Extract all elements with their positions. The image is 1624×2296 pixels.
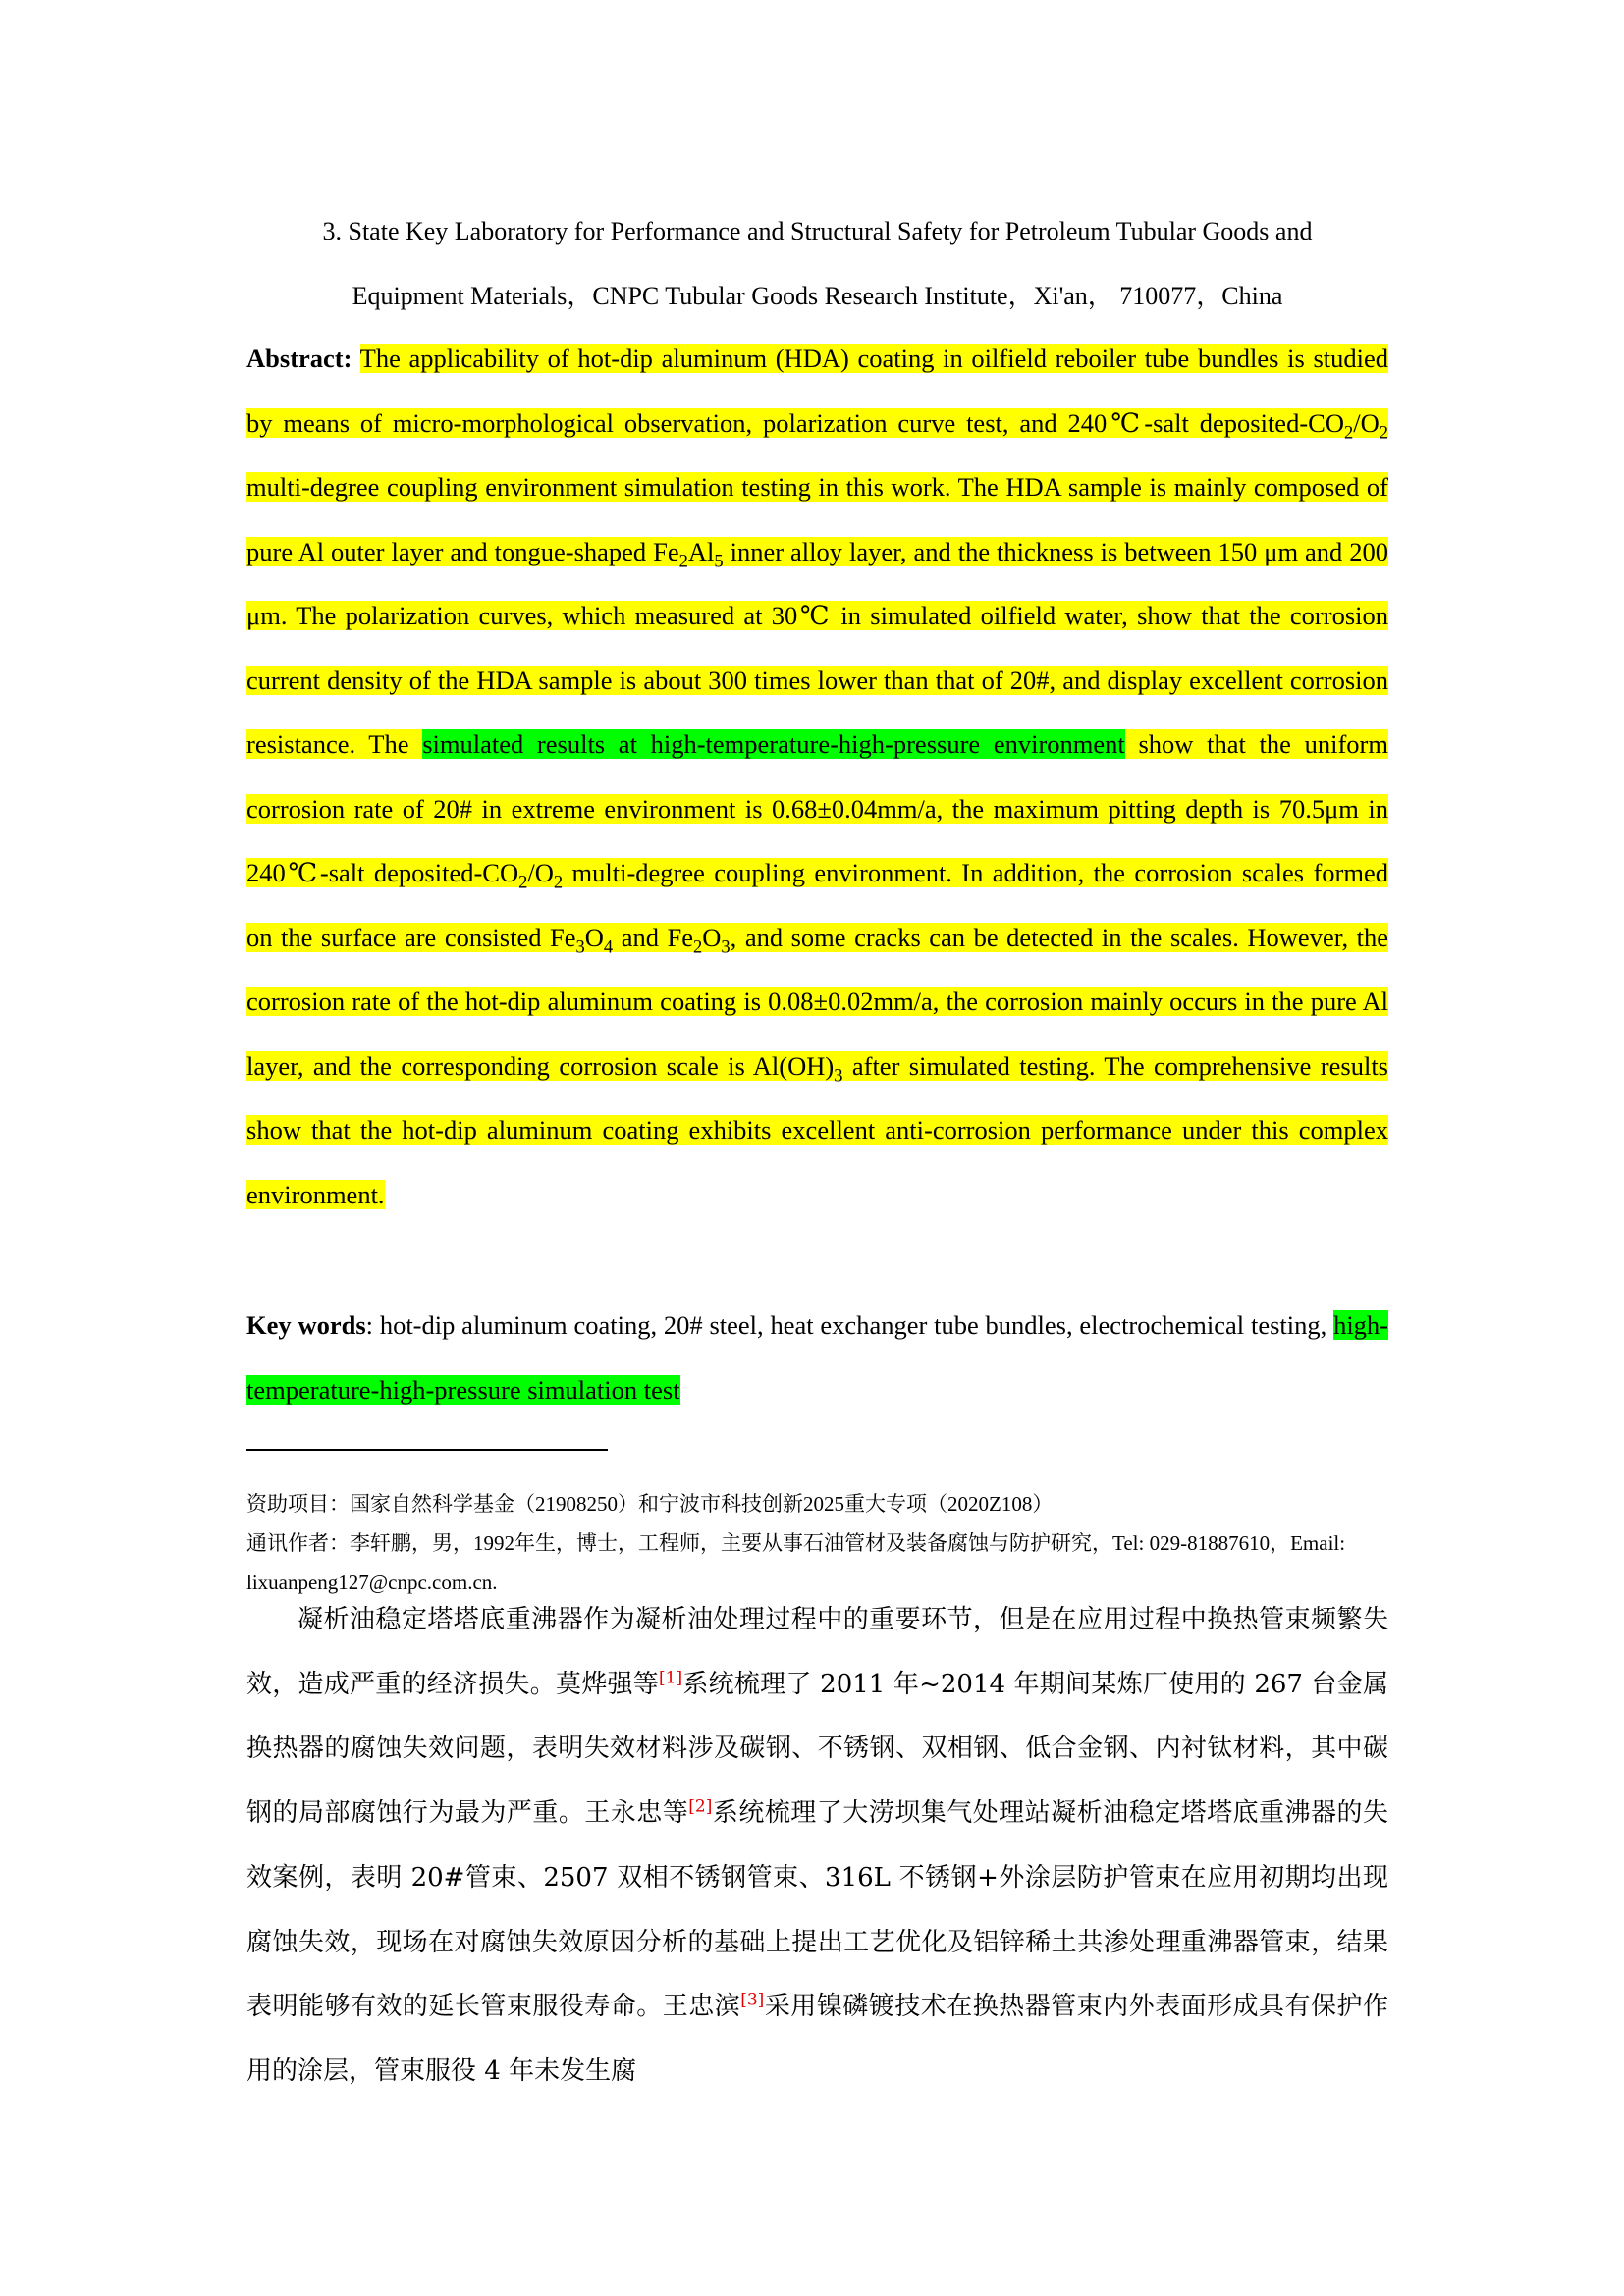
- abstract-text: inner alloy layer, and the thickness is between 150 μm and 200 μm. The polarization curves, which measured at 30℃ in simulated oilfield water, show that the corrosion current density of the HDA sample is about 300 times lower than that of 20#, and display excellent corrosion resistance. The: [246, 536, 1388, 759]
- subscript: 3: [721, 935, 731, 957]
- body-text-run: 系统梳理了大涝坝集气处理站凝析油稳定塔塔底重沸器的失效案例，表明 20#管束、2507 双相不锈钢管束、316L 不锈钢+外涂层防护管束在应用初期均出现腐蚀失效，现场在对腐蚀失效原因分析的基础上提出工艺优化及铝锌稀土共渗处理重沸器管束，结果表明能够有效的延长管束服役寿命。王忠滨: [246, 1798, 1388, 2022]
- subscript: 2: [1379, 421, 1388, 443]
- subscript: 2: [518, 872, 528, 893]
- keywords: [246, 1294, 1388, 1422]
- abstract-text: after simulated testing. The comprehensive results show that the hot-dip aluminum coating exhibits excellent anti-corrosion performance under this complex environment.: [246, 1050, 1388, 1209]
- abstract-text: /O: [527, 858, 554, 887]
- abstract-text: Al: [687, 536, 715, 566]
- keywords-label: Key words: [246, 1310, 366, 1340]
- affiliation: [246, 199, 1388, 329]
- body-text-run: 采用镍磷镀技术在换热器管束内外表面形成具有保护作用的涂层，管束服役 4 年未发生腐: [246, 1992, 1388, 2086]
- citation-ref-1[interactable]: [1]: [659, 1668, 683, 1688]
- subscript: 2: [693, 935, 703, 957]
- subscript: 2: [1343, 421, 1354, 443]
- subscript: 5: [714, 550, 724, 571]
- citation-ref-2[interactable]: [2]: [688, 1796, 713, 1817]
- subscript: 2: [678, 550, 688, 571]
- affiliation-line-1: 3. State Key Laboratory for Performance and Structural Safety for Petroleum Tubular Goods and: [322, 217, 1313, 245]
- abstract-highlight: [246, 729, 1388, 1209]
- affiliation-line-2: Equipment Materials，CNPC Tubular Goods Research Institute，Xi'an， 710077，China: [352, 282, 1283, 310]
- body-text: [246, 1588, 1388, 2105]
- subscript: 4: [603, 935, 614, 957]
- abstract-text: /O: [1353, 407, 1380, 438]
- abstract-text: The applicability of hot-dip aluminum (HDA) coating in oilfield reboiler tube bundles is studied by means of micro-morphological observation, polarization curve test, and 240℃-salt deposited-CO: [246, 344, 1388, 438]
- abstract-text: and Fe: [613, 922, 693, 952]
- keywords-text: : hot-dip aluminum coating, 20# steel, heat exchanger tube bundles, electrochemical testing,: [365, 1310, 1334, 1340]
- abstract-highlight: [246, 344, 1388, 759]
- citation-ref-3[interactable]: [3]: [740, 1990, 765, 2010]
- abstract-text: show that the uniform corrosion rate of 20# in extreme environment is 0.68±0.04mm/a, the maximum pitting depth is 70.5μm in 240℃-salt deposited-CO: [246, 729, 1388, 887]
- footnote-divider: [246, 1449, 608, 1451]
- subscript: 3: [575, 935, 585, 957]
- footnote-funding: 资助项目：国家自然科学基金（21908250）和宁波市科技创新2025重大专项（2020Z108）: [246, 1492, 1054, 1516]
- abstract-label: Abstract:: [246, 344, 352, 373]
- footnote: [246, 1484, 1388, 1602]
- abstract-text: multi-degree coupling environment simulation testing in this work. The HDA sample is mainly composed of pure Al outer layer and tongue-shaped Fe: [246, 472, 1388, 566]
- abstract: [246, 327, 1388, 1227]
- body-text-run: 系统梳理了 2011 年~2014 年期间某炼厂使用的 267 台金属换热器的腐蚀失效问题，表明失效材料涉及碳钢、不锈钢、双相钢、低合金钢、内衬钛材料，其中碳钢的局部腐蚀行为最为严重。王永忠等: [246, 1669, 1388, 1829]
- body-paragraph: [246, 1588, 1388, 2105]
- subscript: 3: [834, 1064, 843, 1086]
- abstract-text: multi-degree coupling environment. In addition, the corrosion scales formed on the surface are consisted Fe: [246, 858, 1388, 952]
- abstract-text: O: [584, 922, 604, 952]
- body-text-run: 凝析油稳定塔塔底重沸器作为凝析油处理过程中的重要环节，但是在应用过程中换热管束频繁失效，造成严重的经济损失。莫烨强等: [246, 1605, 1388, 1699]
- abstract-green-highlight: simulated results at high-temperature-high-pressure environment: [422, 729, 1125, 759]
- abstract-text: O: [702, 922, 722, 952]
- abstract-text: , and some cracks can be detected in the scales. However, the corrosion rate of the hot-dip aluminum coating is 0.08±0.02mm/a, the corrosion mainly occurs in the pure Al layer, and the corresponding corrosion scale is Al(OH): [246, 922, 1388, 1081]
- footnote-author: 通讯作者：李轩鹏，男，1992年生，博士，工程师，主要从事石油管材及装备腐蚀与防护研究，Tel: 029-81887610，Email: lixuanpeng127@cnpc.com.cn.: [246, 1531, 1346, 1594]
- keywords-green-highlight: high-temperature-high-pressure simulation test: [246, 1310, 1388, 1405]
- subscript: 2: [553, 872, 564, 893]
